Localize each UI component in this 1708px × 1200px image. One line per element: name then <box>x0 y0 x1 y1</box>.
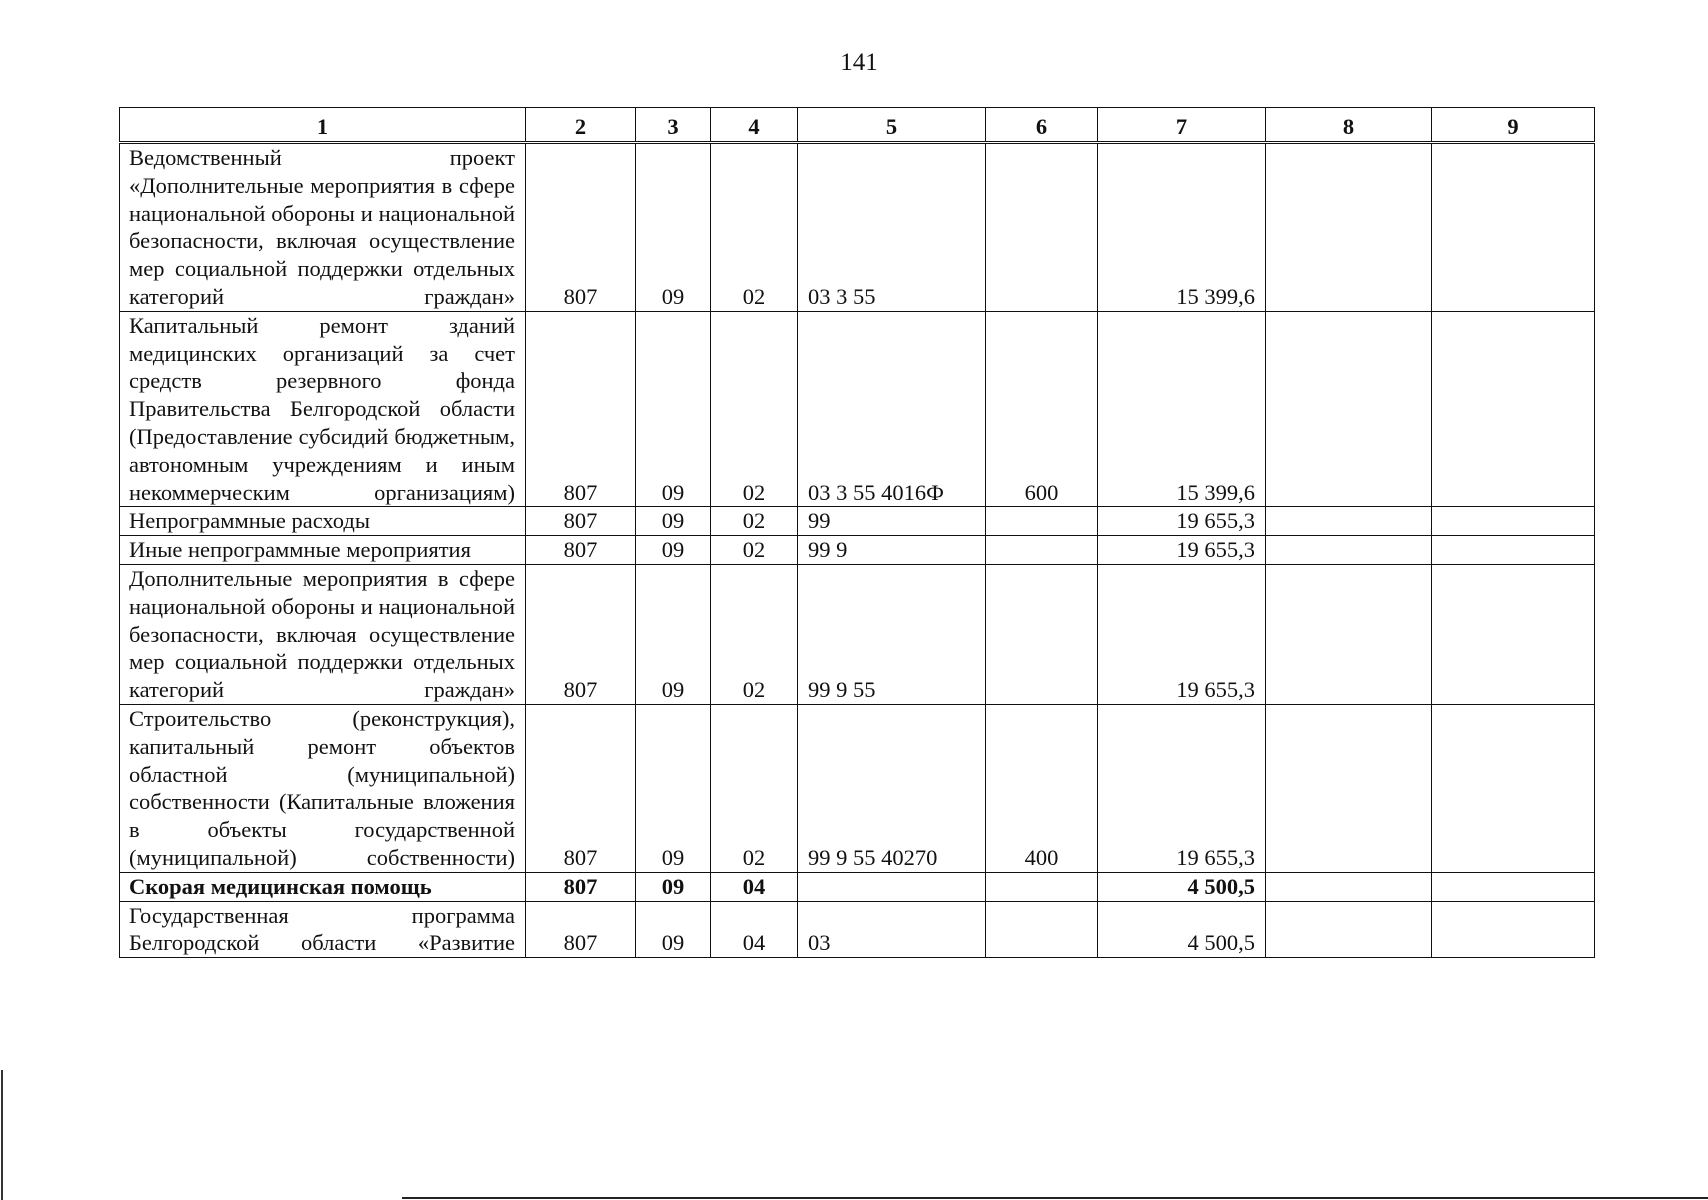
target-article-code <box>798 872 986 901</box>
ministry-code: 807 <box>526 901 636 958</box>
amount-col9 <box>1432 536 1595 565</box>
target-article-code: 99 9 55 40270 <box>798 704 986 872</box>
expense-type-code: 400 <box>986 704 1098 872</box>
section-code: 09 <box>636 872 711 901</box>
column-header: 7 <box>1098 108 1266 143</box>
ministry-code: 807 <box>526 311 636 507</box>
expense-type-code <box>986 872 1098 901</box>
column-header: 4 <box>711 108 798 143</box>
amount-col9 <box>1432 143 1595 312</box>
subsection-code: 02 <box>711 564 798 704</box>
subsection-code: 02 <box>711 507 798 536</box>
amount: 4 500,5 <box>1098 901 1266 958</box>
ministry-code: 807 <box>526 704 636 872</box>
amount-col8 <box>1266 536 1432 565</box>
ministry-code: 807 <box>526 872 636 901</box>
target-article-code: 03 <box>798 901 986 958</box>
amount-col9 <box>1432 901 1595 958</box>
row-name: Непрограммные расходы <box>120 507 526 536</box>
section-code: 09 <box>636 311 711 507</box>
scan-margin-line <box>1 1070 3 1200</box>
section-code: 09 <box>636 507 711 536</box>
section-code: 09 <box>636 564 711 704</box>
amount-col8 <box>1266 704 1432 872</box>
target-article-code: 99 9 <box>798 536 986 565</box>
amount-col8 <box>1266 507 1432 536</box>
subsection-code: 04 <box>711 872 798 901</box>
amount-col9 <box>1432 564 1595 704</box>
row-name: Капитальный ремонт зданий медицинских организаций за счет средств резервного фонда Правительства Белгородской области (Предоставление субсидий бюджетным, автономным учреждениям и иным некоммерческим организациям) <box>120 311 526 507</box>
amount: 19 655,3 <box>1098 507 1266 536</box>
table-row <box>120 901 1595 958</box>
section-code: 09 <box>636 143 711 312</box>
row-name: Скорая медицинская помощь <box>120 872 526 901</box>
column-header: 3 <box>636 108 711 143</box>
row-name: Государственная программа Белгородской области «Развитие <box>120 901 526 958</box>
row-name: Иные непрограммные мероприятия <box>120 536 526 565</box>
amount: 19 655,3 <box>1098 536 1266 565</box>
footer-rule <box>402 1197 1708 1199</box>
amount-col8 <box>1266 901 1432 958</box>
expense-type-code: 600 <box>986 311 1098 507</box>
section-code: 09 <box>636 704 711 872</box>
amount: 19 655,3 <box>1098 564 1266 704</box>
table-row <box>120 564 1595 704</box>
subsection-code: 02 <box>711 536 798 565</box>
amount-col9 <box>1432 704 1595 872</box>
amount: 15 399,6 <box>1098 143 1266 312</box>
expense-type-code <box>986 901 1098 958</box>
target-article-code: 99 9 55 <box>798 564 986 704</box>
amount-col8 <box>1266 564 1432 704</box>
subsection-code: 02 <box>711 704 798 872</box>
amount: 19 655,3 <box>1098 704 1266 872</box>
amount: 15 399,6 <box>1098 311 1266 507</box>
section-code: 09 <box>636 536 711 565</box>
target-article-code: 03 3 55 <box>798 143 986 312</box>
amount-col8 <box>1266 143 1432 312</box>
ministry-code: 807 <box>526 564 636 704</box>
table-row <box>120 507 1595 536</box>
subsection-code: 02 <box>711 143 798 312</box>
amount-col9 <box>1432 311 1595 507</box>
column-header: 5 <box>798 108 986 143</box>
column-header: 1 <box>120 108 526 143</box>
amount-col9 <box>1432 872 1595 901</box>
table-row <box>120 704 1595 872</box>
ministry-code: 807 <box>526 536 636 565</box>
target-article-code: 99 <box>798 507 986 536</box>
table-row <box>120 872 1595 901</box>
subsection-code: 02 <box>711 311 798 507</box>
table-row <box>120 536 1595 565</box>
subsection-code: 04 <box>711 901 798 958</box>
row-name: Ведомственный проект «Дополнительные мероприятия в сфере национальной обороны и национальной безопасности, включая осуществление мер социальной поддержки отдельных категорий граждан» <box>120 143 526 312</box>
budget-table <box>119 107 1595 958</box>
table-row <box>120 311 1595 507</box>
ministry-code: 807 <box>526 507 636 536</box>
column-header: 6 <box>986 108 1098 143</box>
amount-col8 <box>1266 311 1432 507</box>
expense-type-code <box>986 143 1098 312</box>
expense-type-code <box>986 507 1098 536</box>
target-article-code: 03 3 55 4016Ф <box>798 311 986 507</box>
amount-col9 <box>1432 507 1595 536</box>
row-name: Строительство (реконструкция), капитальный ремонт объектов областной (муниципальной) собственности (Капитальные вложения в объекты государственной (муниципальной) собственности) <box>120 704 526 872</box>
column-header: 8 <box>1266 108 1432 143</box>
header-row <box>120 108 1595 143</box>
column-header: 9 <box>1432 108 1595 143</box>
row-name: Дополнительные мероприятия в сфере национальной обороны и национальной безопасности, включая осуществление мер социальной поддержки отдельных категорий граждан» <box>120 564 526 704</box>
amount: 4 500,5 <box>1098 872 1266 901</box>
amount-col8 <box>1266 872 1432 901</box>
expense-type-code <box>986 564 1098 704</box>
expense-type-code <box>986 536 1098 565</box>
section-code: 09 <box>636 901 711 958</box>
table-row <box>120 143 1595 312</box>
page-number: 141 <box>840 49 878 76</box>
column-header: 2 <box>526 108 636 143</box>
ministry-code: 807 <box>526 143 636 312</box>
